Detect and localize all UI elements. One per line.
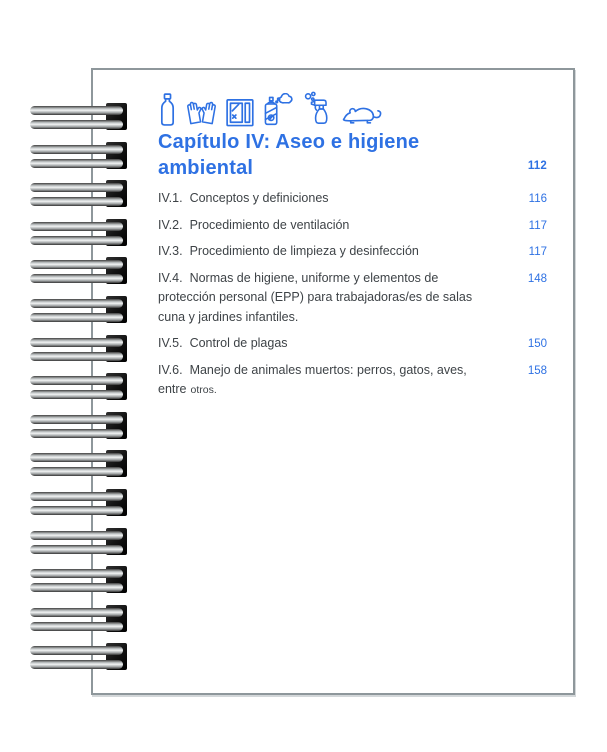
toc-item-title: Conceptos y definiciones (189, 191, 329, 205)
toc-item[interactable] (158, 334, 547, 354)
binding-coil (30, 296, 127, 323)
chapter-icons-row (158, 91, 547, 127)
spiral-binding (0, 0, 135, 752)
toc-item-title-cont-small: otros. (190, 384, 217, 396)
toc-item-number: IV.1. (158, 191, 183, 205)
binding-coil (30, 528, 127, 555)
toc-list (158, 189, 547, 401)
toc-item[interactable] (158, 269, 547, 328)
binding-wire-icon (30, 120, 123, 129)
binding-coil (30, 643, 127, 670)
binding-wire-icon (30, 531, 123, 540)
binding-coil (30, 566, 127, 593)
toc-item-title-cont: protección personal (EPP) para trabajadoras/es de salas (158, 290, 473, 304)
binding-wire-icon (30, 545, 123, 554)
rat-icon (341, 100, 383, 127)
toc-item-number: IV.4. (158, 270, 183, 285)
binding-wire-icon (30, 197, 123, 206)
binding-coil (30, 605, 127, 632)
toc-item-number: IV.5. (158, 336, 183, 350)
toc-item-title: Procedimiento de ventilación (189, 217, 350, 232)
toc-item-title: Procedimiento de limpieza y desinfección (189, 244, 419, 258)
binding-wire-icon (30, 429, 123, 438)
binding-coil (30, 103, 127, 130)
binding-wire-icon (30, 274, 123, 283)
toc-item-text (158, 361, 467, 401)
chapter-title-line1: Capítulo IV: Aseo e higiene (158, 131, 420, 153)
toc-item-number: IV.6. (158, 362, 183, 377)
toc-item-title: Manejo de animales muertos: perros, gatos, aves, (189, 362, 467, 377)
toc-item-number: IV.2. (158, 217, 183, 232)
toc-page-number[interactable]: 150 (527, 338, 547, 350)
binding-wire-icon (30, 660, 123, 669)
binding-wire-icon (30, 260, 123, 269)
binding-wire-icon (30, 646, 123, 655)
binding-wire-icon (30, 583, 123, 592)
toc-item-title-cont: entre (158, 382, 187, 396)
binding-wire-icon (30, 390, 123, 399)
binding-wire-icon (30, 376, 123, 385)
toc-item-number: IV.3. (158, 244, 183, 258)
binding-wire-icon (30, 622, 123, 631)
toc-item[interactable] (158, 216, 547, 236)
toc-item-title: Normas de higiene, uniforme y elementos de (189, 270, 439, 285)
binding-wire-icon (30, 159, 123, 168)
binding-wire-icon (30, 236, 123, 245)
binding-wire-icon (30, 145, 123, 154)
binding-wire-icon (30, 467, 123, 476)
toc-item-text (158, 269, 472, 328)
binding-wire-icon (30, 352, 123, 361)
toc-page-number[interactable]: 148 (527, 272, 547, 285)
toc-item-title-cont: cuna y jardines infantiles. (158, 309, 299, 324)
binding-coil (30, 219, 127, 246)
toc-item[interactable] (158, 189, 547, 209)
toc-item-text (158, 189, 329, 209)
chapter-title-line2: ambiental (158, 157, 254, 179)
aerosol-spray-icon (263, 93, 295, 127)
toc-page-number[interactable]: 116 (528, 193, 547, 205)
soap-bottle-icon (158, 93, 177, 127)
binding-coil (30, 412, 127, 439)
binding-wire-icon (30, 415, 123, 424)
gloves-icon (186, 99, 217, 127)
binding-wire-icon (30, 299, 123, 308)
window-cleaning-icon (226, 97, 254, 127)
toc-content (158, 91, 547, 408)
binding-coil (30, 335, 127, 362)
spray-bottle-icon (304, 91, 332, 127)
binding-wire-icon (30, 453, 123, 462)
binding-wire-icon (30, 608, 123, 617)
binding-wire-icon (30, 106, 123, 115)
toc-item-text (158, 334, 288, 354)
binding-wire-icon (30, 492, 123, 501)
binding-coil (30, 450, 127, 477)
toc-item-text (158, 216, 349, 236)
binding-wire-icon (30, 183, 123, 192)
toc-page-number[interactable]: 158 (527, 364, 547, 377)
toc-item-title: Control de plagas (189, 336, 288, 350)
toc-item[interactable] (158, 361, 547, 401)
binding-coil (30, 142, 127, 169)
binding-coil (30, 489, 127, 516)
notebook-page (91, 68, 575, 695)
binding-wire-icon (30, 569, 123, 578)
toc-page-number[interactable]: 117 (528, 246, 547, 258)
binding-coil (30, 373, 127, 400)
binding-wire-icon (30, 222, 123, 231)
binding-wire-icon (30, 506, 123, 515)
toc-page-number[interactable]: 117 (528, 219, 547, 232)
chapter-page-number: 112 (527, 160, 547, 172)
binding-wire-icon (30, 313, 123, 322)
toc-item-text (158, 242, 419, 262)
binding-coil (30, 180, 127, 207)
chapter-title (158, 129, 547, 181)
toc-item[interactable] (158, 242, 547, 262)
binding-coil (30, 257, 127, 284)
binding-wire-icon (30, 338, 123, 347)
